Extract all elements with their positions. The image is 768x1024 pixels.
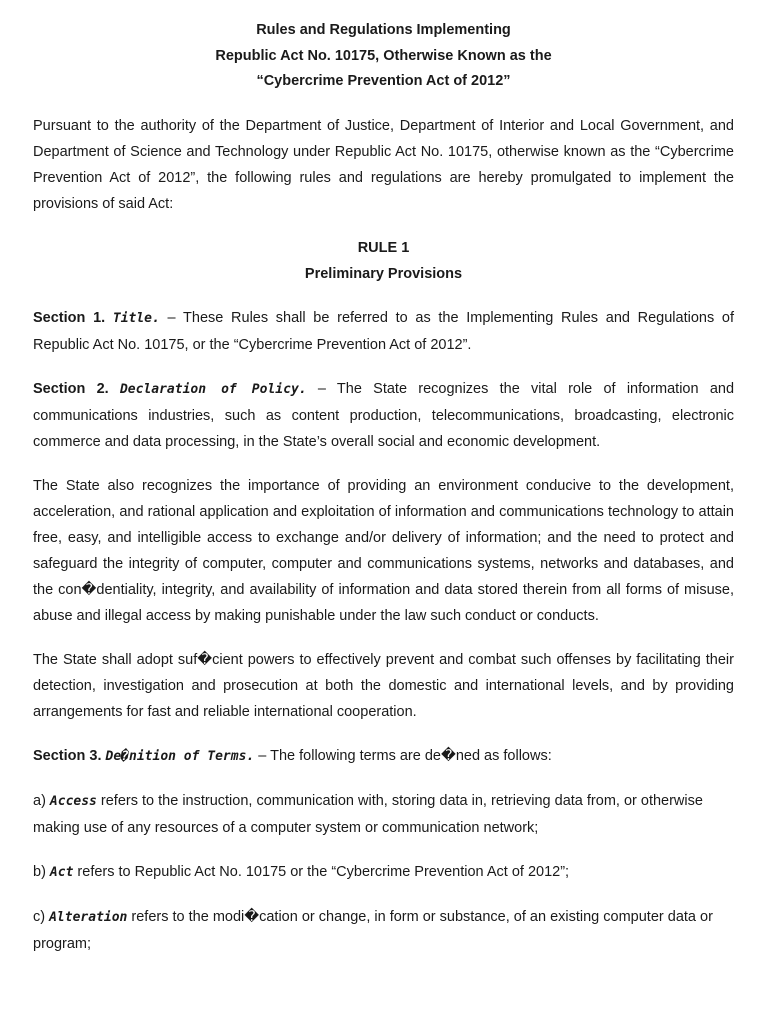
section-1-label: Section 1. (33, 309, 106, 326)
section-1-text: – These Rules shall be referred to as the Implementing Rules and Regulations of Republic Act No. 10175, or the “Cybercrime Prevention Act of 2012”. (33, 309, 735, 353)
section-3 (33, 743, 734, 770)
definition-prefix: c) (33, 908, 50, 925)
paragraph-state-also: The State also recognizes the importance of providing an environment conducive to the development, acceleration, and rational application and exploitation of information and communications technology to attain free, easy, and intelligible access to exchange and/or delivery of information; and the need to protect and safeguard the integrity of computer, computer and communications systems, networks and databases, and the con�dentiality, integrity, and availability of information and data stored therein from all forms of misuse, abuse and illegal access by making punishable under the law such conduct or conducts. (33, 477, 734, 624)
section-2-label: Section 2. (33, 380, 109, 397)
definition-prefix: a) (33, 792, 50, 809)
definition-text: refers to Republic Act No. 10175 or the “Cybercrime Prevention Act of 2012”; (73, 863, 570, 880)
definition-text: refers to the instruction, communication with, storing data in, retrieving data from, or otherwise making use of any resources of a computer system or communication network; (33, 792, 703, 836)
definition-item (33, 788, 734, 841)
title-line-1: Rules and Regulations Implementing (256, 22, 511, 38)
definition-term: Act (49, 864, 74, 880)
section-3-text: – The following terms are de�ned as follows: (254, 747, 552, 764)
rule-number: RULE 1 (357, 239, 410, 256)
section-2-term: Declaration of Policy. (119, 381, 307, 397)
definition-prefix: b) (33, 863, 50, 880)
definition-text: refers to the modi�cation or change, in form or substance, of an existing computer data or program; (33, 908, 713, 952)
document-page (33, 18, 734, 957)
rule-heading (33, 235, 734, 287)
title-line-3: “Cybercrime Prevention Act of 2012” (256, 73, 511, 89)
section-3-term: De�nition of Terms. (105, 748, 255, 764)
section-3-label: Section 3. (33, 747, 102, 764)
definition-term: Alteration (49, 909, 128, 925)
rule-title: Preliminary Provisions (304, 265, 463, 282)
definition-item (33, 904, 734, 957)
definition-term: Access (49, 793, 97, 809)
section-1-term: Title. (112, 310, 160, 326)
intro-paragraph: Pursuant to the authority of the Department of Justice, Department of Interior and Local Government, and Department of Science and Technology under Republic Act No. 10175, otherwise known as the “Cybercrime Prevention Act of 2012”, the following rules and regulations are hereby promulgated to implement the provisions of said Act: (33, 117, 734, 212)
section-1 (33, 305, 734, 358)
section-2-text: – The State recognizes the vital role of information and communications industries, such as content production, telecommunications, broadcasting, electronic commerce and data processing, in the State’s overall social and economic development. (33, 380, 735, 450)
document-title (33, 18, 734, 95)
section-2 (33, 376, 734, 455)
paragraph-state-shall: The State shall adopt suf�cient powers to effectively prevent and combat such offenses by facilitating their detection, investigation and prosecution at both the domestic and international levels, and by providing arrangements for fast and reliable international cooperation. (33, 651, 734, 720)
definition-item (33, 859, 734, 886)
title-line-2: Republic Act No. 10175, Otherwise Known as the (215, 47, 552, 64)
